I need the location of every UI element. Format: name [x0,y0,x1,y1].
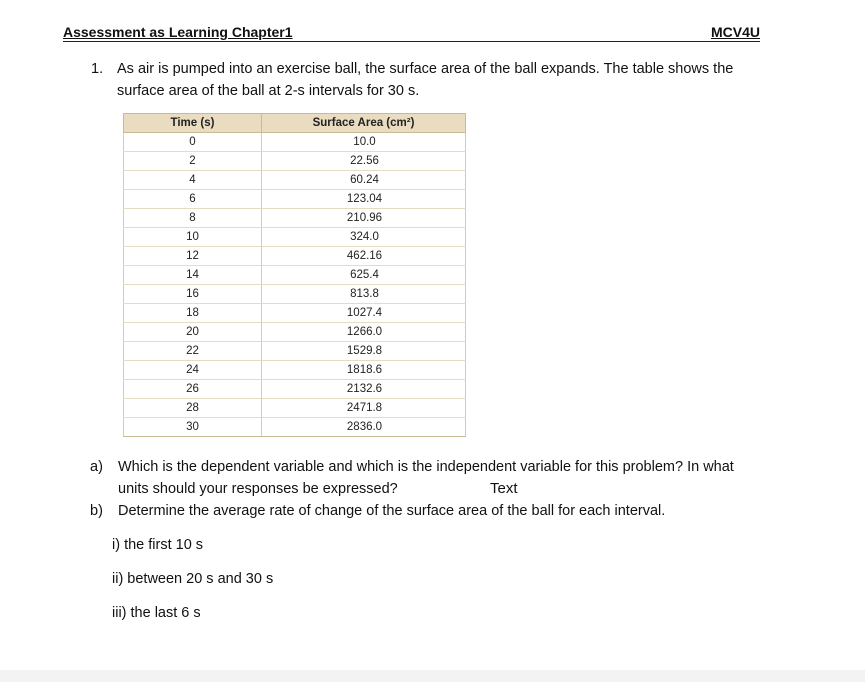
table-row [124,285,466,304]
header-title: Assessment as Learning Chapter1 [63,24,293,40]
question-1-text: As air is pumped into an exercise ball, the surface area of the ball expands. The table shows the surface area of the ball at 2-s intervals for 30 s. [117,61,734,99]
time-cell: 20 [124,323,262,342]
surface-area-cell: 813.8 [262,285,466,304]
table-row [124,209,466,228]
surface-area-cell: 22.56 [262,152,466,171]
time-cell: 6 [124,190,262,209]
surface-area-cell: 1818.6 [262,361,466,380]
page-header [63,24,760,42]
part-a-answer-note: Text [490,480,518,497]
time-cell: 30 [124,418,262,437]
time-cell: 24 [124,361,262,380]
surface-area-cell: 462.16 [262,247,466,266]
question-1-number: 1. [91,61,104,77]
table-row [124,399,466,418]
table-row [124,171,466,190]
time-cell: 14 [124,266,262,285]
surface-area-cell: 625.4 [262,266,466,285]
time-cell: 28 [124,399,262,418]
time-cell: 18 [124,304,262,323]
table-row [124,361,466,380]
surface-area-cell: 1266.0 [262,323,466,342]
surface-area-cell: 10.0 [262,133,466,152]
table-row [124,304,466,323]
column-header-time: Time (s) [124,114,262,133]
part-b-subpart-iii: iii) the last 6 s [112,605,201,621]
surface-area-cell: 210.96 [262,209,466,228]
time-cell: 2 [124,152,262,171]
time-cell: 4 [124,171,262,190]
part-b-subpart-ii: ii) between 20 s and 30 s [112,571,274,587]
time-cell: 10 [124,228,262,247]
surface-area-cell: 2132.6 [262,380,466,399]
surface-area-cell: 2471.8 [262,399,466,418]
header-course-code: MCV4U [710,24,760,40]
surface-area-cell: 123.04 [262,190,466,209]
column-header-surface-area: Surface Area (cm²) [262,114,466,133]
table-row [124,190,466,209]
time-cell: 26 [124,380,262,399]
part-b-text: Determine the average rate of change of the surface area of the ball for each interval. [118,503,666,519]
time-cell: 22 [124,342,262,361]
page-bottom-band [0,670,865,682]
table-row [124,380,466,399]
time-cell: 16 [124,285,262,304]
table-row [124,418,466,437]
surface-area-cell: 2836.0 [262,418,466,437]
surface-area-table [123,113,466,437]
time-cell: 8 [124,209,262,228]
surface-area-cell: 1027.4 [262,304,466,323]
table-row [124,247,466,266]
part-b-subpart-i: i) the first 10 s [112,537,204,553]
surface-area-cell: 60.24 [262,171,466,190]
surface-area-cell: 324.0 [262,228,466,247]
time-cell: 12 [124,247,262,266]
table-row [124,342,466,361]
table-header-row [124,114,466,133]
part-a-label: a) [90,459,103,475]
part-b-label: b) [90,503,103,519]
table-row [124,266,466,285]
surface-area-cell: 1529.8 [262,342,466,361]
table-row [124,323,466,342]
time-cell: 0 [124,133,262,152]
table-row [124,133,466,152]
table-row [124,152,466,171]
part-a-text: Which is the dependent variable and which is the independent variable for this problem? In what units should your responses be expressed? [118,459,734,497]
table-row [124,228,466,247]
